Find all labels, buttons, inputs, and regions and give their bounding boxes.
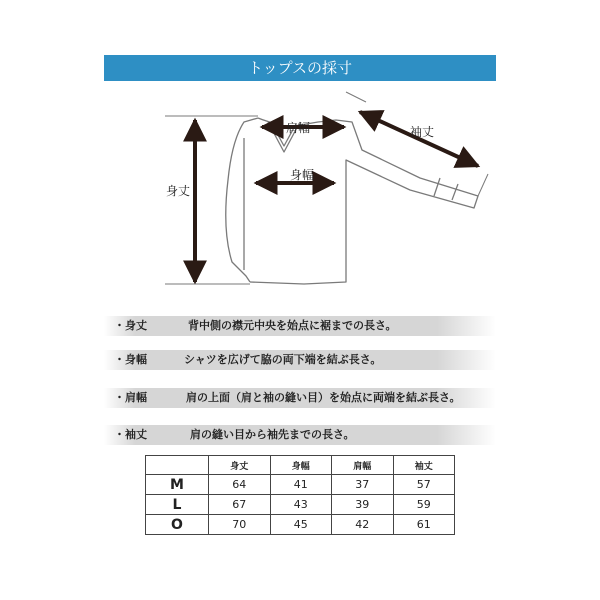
table-header-row [146, 456, 455, 475]
label-shoulder: 肩幅 [286, 121, 311, 135]
table-cell: 67 [209, 495, 271, 515]
size-table [145, 455, 455, 535]
description-row-body-width [104, 350, 496, 370]
sleeve-guide-top [346, 92, 366, 102]
description-row-length [104, 316, 496, 336]
table-cell: 59 [393, 495, 455, 515]
description-text: 背中側の襟元中央を始点に裾までの長さ。 [188, 319, 397, 332]
table-header-cell: 身丈 [209, 456, 271, 475]
shirt-outline [226, 118, 478, 284]
table-header-cell: 身幅 [270, 456, 332, 475]
description-text: 肩の縫い目から袖先までの長さ。 [190, 428, 355, 441]
table-header-cell [146, 456, 209, 475]
table-header-cell: 袖丈 [393, 456, 455, 475]
table-row [146, 515, 455, 535]
table-row [146, 475, 455, 495]
description-row-sleeve [104, 425, 496, 445]
sleeve-guide-bottom [478, 174, 488, 196]
table-cell: 45 [270, 515, 332, 535]
table-cell: 43 [270, 495, 332, 515]
description-key: ・身幅 [114, 353, 147, 366]
size-label: L [146, 495, 209, 515]
description-text: シャツを広げて脇の両下端を結ぶ長さ。 [184, 353, 382, 366]
size-label: O [146, 515, 209, 535]
table-cell: 61 [393, 515, 455, 535]
table-cell: 57 [393, 475, 455, 495]
label-length: 身丈 [166, 184, 191, 198]
page-title: トップスの採寸 [104, 55, 496, 81]
table-cell: 70 [209, 515, 271, 535]
label-body-width: 身幅 [290, 168, 315, 182]
description-text: 肩の上面（肩と袖の縫い目）を始点に両端を結ぶ長さ。 [186, 391, 461, 404]
description-key: ・身丈 [114, 319, 147, 332]
table-cell: 37 [332, 475, 394, 495]
table-cell: 41 [270, 475, 332, 495]
table-cell: 64 [209, 475, 271, 495]
table-row [146, 495, 455, 515]
table-header-cell: 肩幅 [332, 456, 394, 475]
description-key: ・肩幅 [114, 391, 147, 404]
label-sleeve: 袖丈 [410, 125, 435, 139]
size-label: M [146, 475, 209, 495]
description-row-shoulder [104, 388, 496, 408]
description-key: ・袖丈 [114, 428, 147, 441]
table-cell: 39 [332, 495, 394, 515]
table-cell: 42 [332, 515, 394, 535]
